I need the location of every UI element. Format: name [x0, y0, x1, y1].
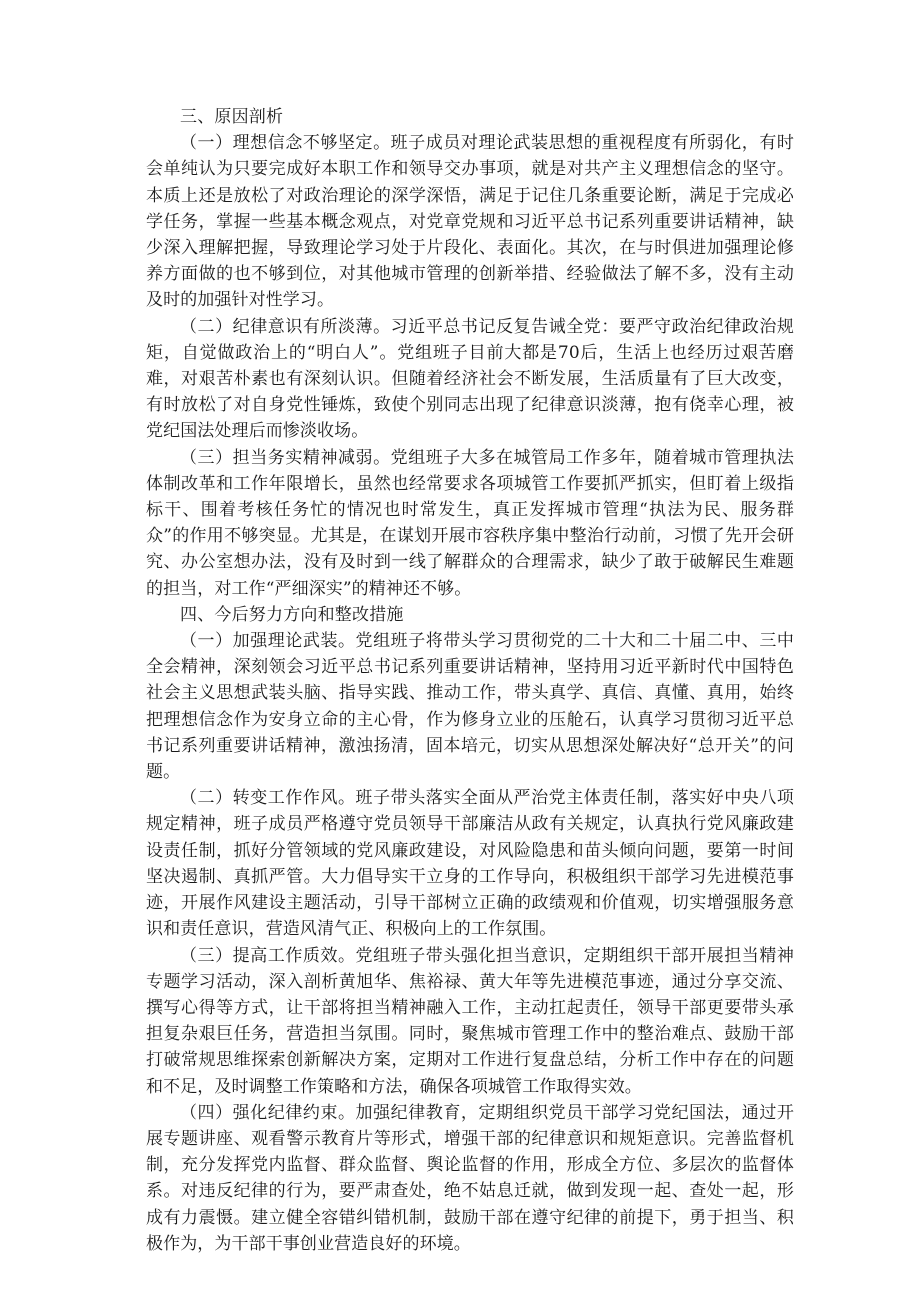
paragraph-theory-study: （一）加强理论武装。党组班子将带头学习贯彻党的二十大和二十届二中、三中全会精神，深刻领会习近平总书记系列重要讲话精神，坚持用习近平新时代中国特色社会主义思想武装头脑、指导实践、推动工作，带头真学、真信、真懂、真用，始终把理想信念作为安身立命的主心骨，作为修身立业的压舱石，认真学习贯彻习近平总书记系列重要讲话精神，激浊扬清，固本培元，切实从思想深处解决好“总开关”的问题。 [146, 631, 794, 783]
paragraph-responsibility-spirit: （三）担当务实精神减弱。党组班子大多在城管局工作多年，随着城市管理执法体制改革和工作年限增长，虽然也经常要求各项城管工作要抓严抓实，但盯着上级指标干、围着考核任务忙的情况也时常发生，真正发挥城市管理“执法为民、服务群众”的作用不够突显。尤其是，在谋划开展市容秩序集中整治行动前，习惯了先开会研究、办公室想办法，没有及时到一线了解群众的合理需求，缺少了敢于破解民生难题的担当，对工作“严细深实”的精神还不够。 [146, 447, 794, 599]
paragraph-ideals-faith: （一）理想信念不够坚定。班子成员对理论武装思想的重视程度有所弱化，有时会单纯认为只要完成好本职工作和领导交办事项，就是对共产主义理想信念的坚守。本质上还是放松了对政治理论的深学深悟，满足于记住几条重要论断，满足于完成必学任务，掌握一些基本概念观点，对党章党规和习近平总书记系列重要讲话精神，缺少深入理解把握，导致理论学习处于片段化、表面化。其次，在与时俱进加强理论修养方面做的也不够到位，对其他城市管理的创新举措、经验做法了解不多，没有主动及时的加强针对性学习。 [146, 133, 794, 311]
document-page [146, 104, 794, 1257]
paragraph-discipline-awareness: （二）纪律意识有所淡薄。习近平总书记反复告诫全党：要严守政治纪律政治规矩，自觉做政治上的“明白人”。党组班子目前大都是70后，生活上也经历过艰苦磨难，对艰苦朴素也有深刻认识。但随着经济社会不断发展，生活质量有了巨大改变，有时放松了对自身党性锤炼，致使个别同志出现了纪律意识淡薄，抱有侥幸心理，被党纪国法处理后而惨淡收场。 [146, 316, 794, 442]
section-heading-cause-analysis: 三、原因剖析 [180, 107, 284, 127]
paragraph-work-style: （二）转变工作作风。班子带头落实全面从严治党主体责任制，落实好中央八项规定精神，班子成员严格遵守党员领导干部廉洁从政有关规定，认真执行党风廉政建设责任制，抓好分管领域的党风廉政建设，对风险隐患和苗头倾向问题，要第一时间坚决遏制、真抓严管。大力倡导实干立身的工作导向，积极组织干部学习先进模范事迹，开展作风建设主题活动，引导干部树立正确的政绩观和价值观，切实增强服务意识和责任意识，营造风清气正、积极向上的工作氛围。 [146, 788, 794, 940]
section-heading-rectification: 四、今后努力方向和整改措施 [180, 604, 404, 625]
paragraph-work-quality: （三）提高工作质效。党组班子带头强化担当意识，定期组织干部开展担当精神专题学习活动，深入剖析黄旭华、焦裕禄、黄大年等先进模范事迹，通过分享交流、撰写心得等方式，让干部将担当精神融入工作，主动扛起责任，领导干部更要带头承担复杂艰巨任务，营造担当氛围。同时，聚焦城市管理工作中的整治难点、鼓励干部打破常规思维探索创新解决方案，定期对工作进行复盘总结，分析工作中存在的问题和不足，及时调整工作策略和方法，确保各项城管工作取得实效。 [146, 945, 794, 1097]
paragraph-discipline-constraint: （四）强化纪律约束。加强纪律教育，定期组织党员干部学习党纪国法，通过开展专题讲座、观看警示教育片等形式，增强干部的纪律意识和规矩意识。完善监督机制，充分发挥党内监督、群众监督、舆论监督的作用，形成全方位、多层次的监督体系。对违反纪律的行为，要严肃查处，绝不姑息迁就，做到发现一起、查处一起，形成有力震慑。建立健全容错纠错机制，鼓励干部在遵守纪律的前提下，勇于担当、积极作为，为干部干事创业营造良好的环境。 [146, 1102, 794, 1254]
